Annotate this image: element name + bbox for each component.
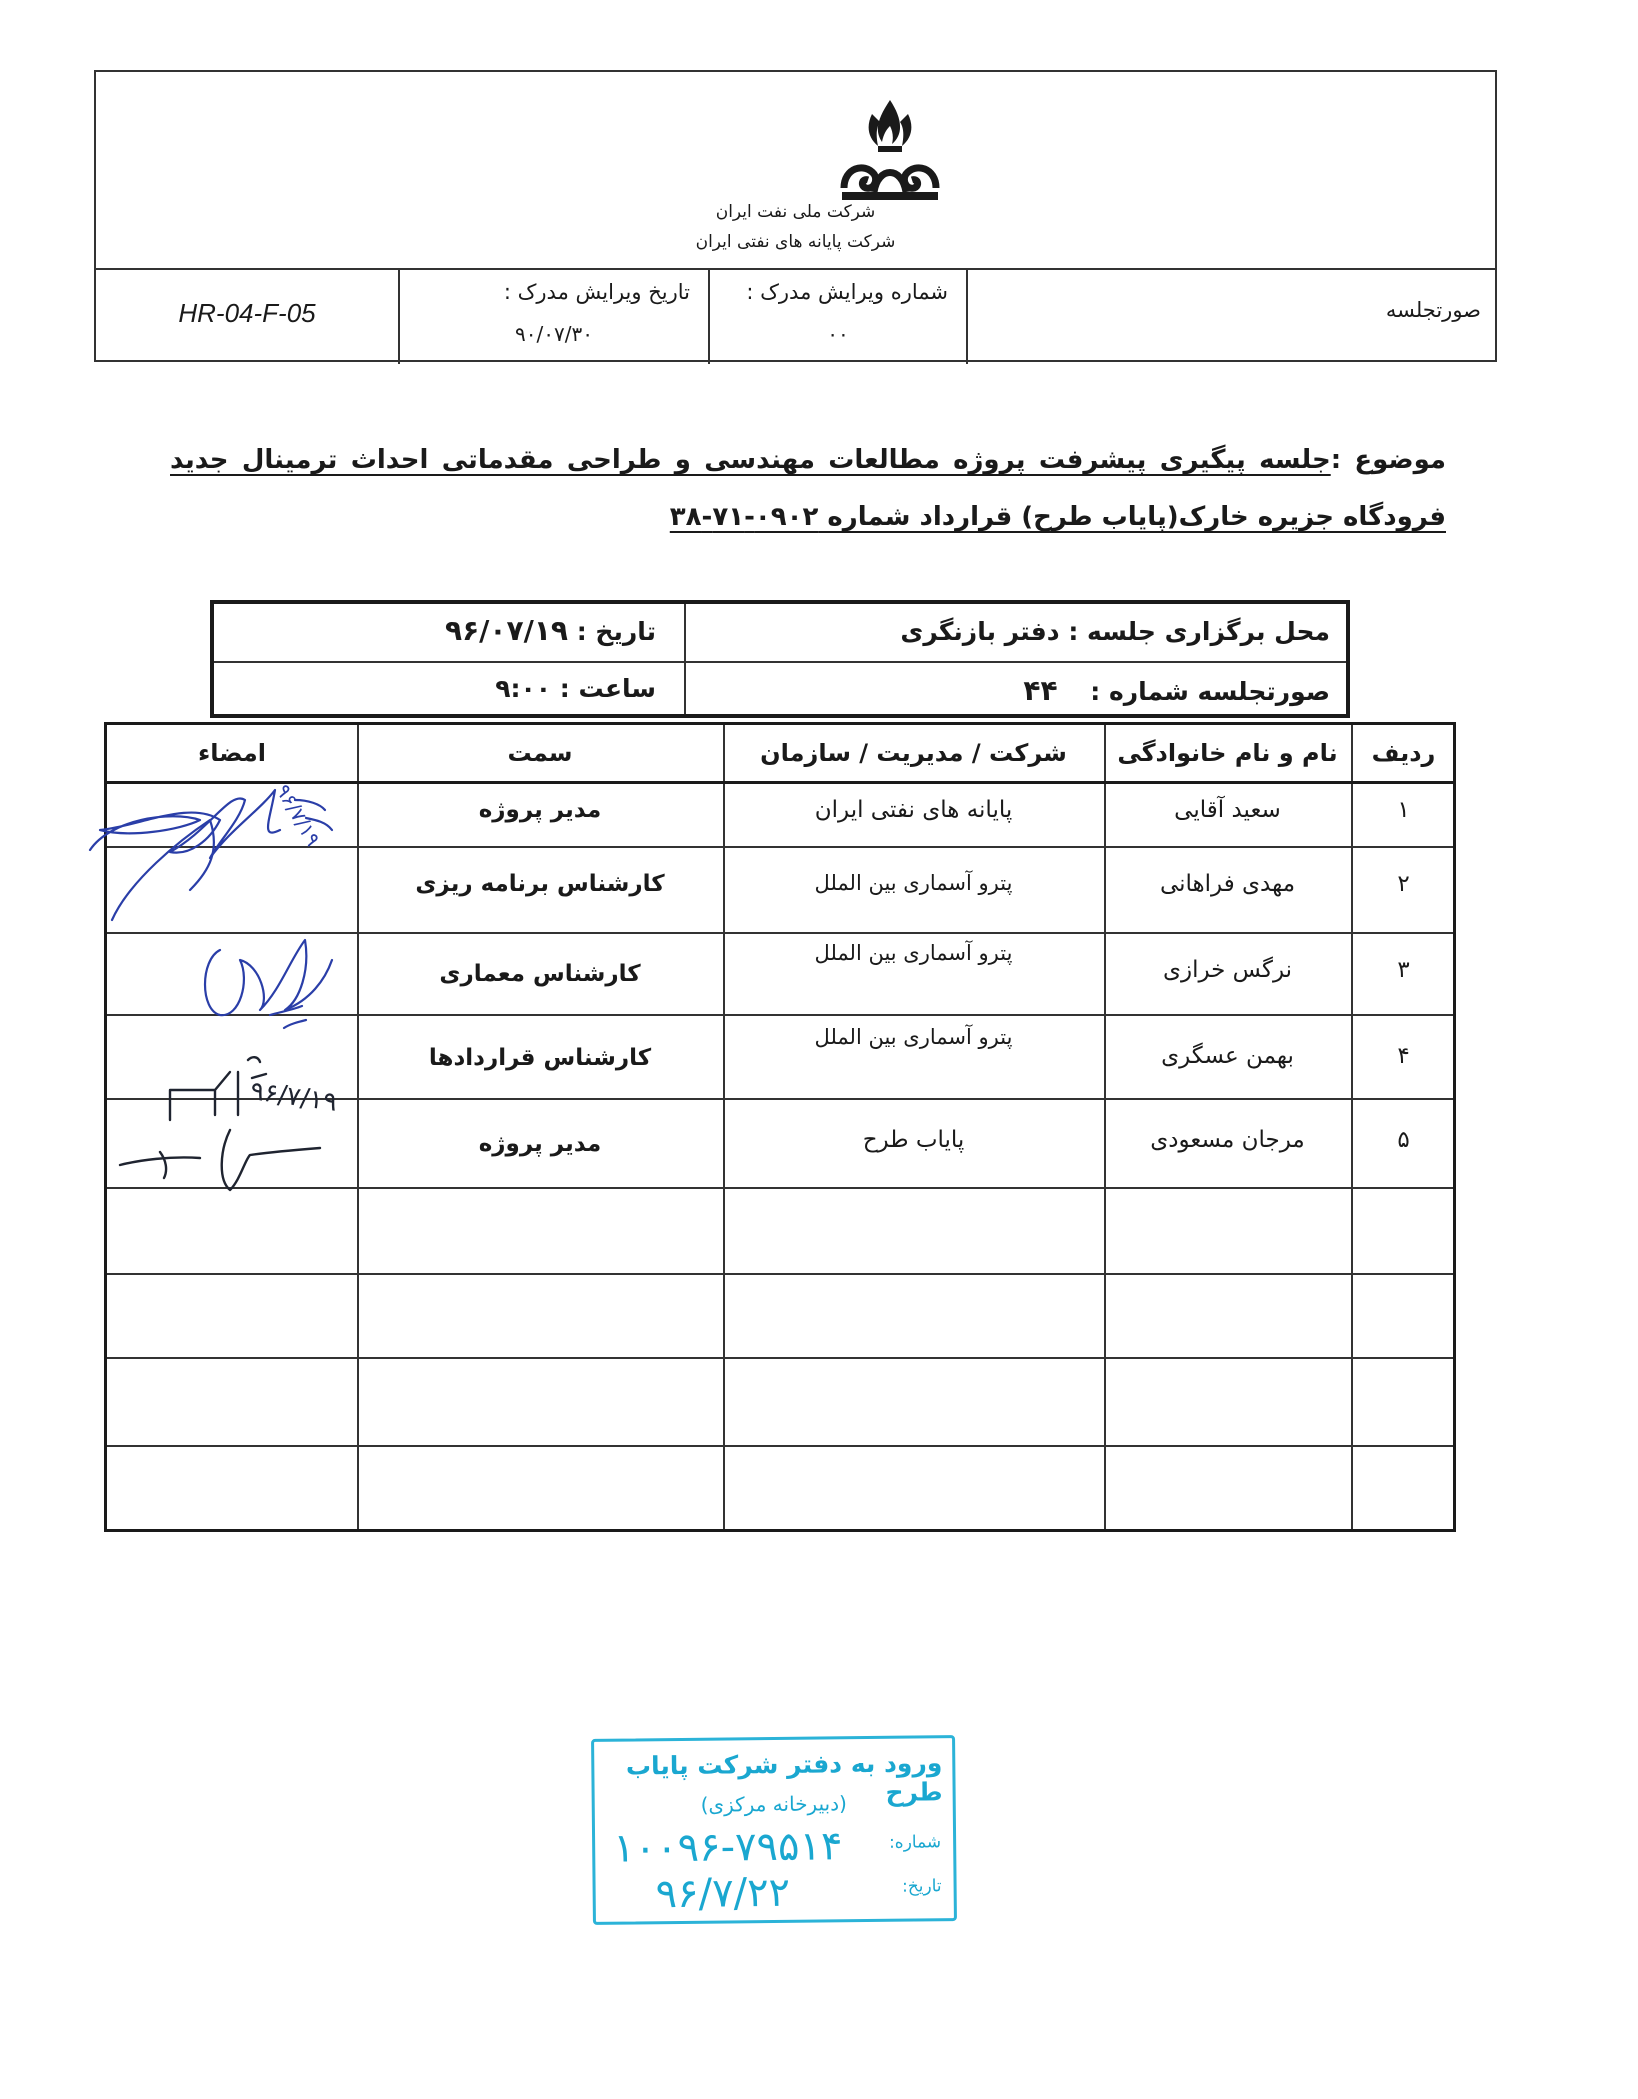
doc-type-title: صورتجلسه	[1385, 298, 1481, 322]
attendee-position: مدیر پروژه	[478, 1131, 602, 1157]
attendee-name: مرجان مسعودی	[1150, 1127, 1305, 1153]
attendee-name: نرگس خرازی	[1162, 957, 1293, 983]
signature-date-2: ۹۶/۷/۱۹	[248, 1076, 340, 1118]
header-full-name: نام و نام خانوادگی	[1117, 739, 1338, 767]
form-code: HR-04-F-05	[178, 298, 316, 328]
minutes-number-field	[1023, 674, 1330, 707]
row-number: ۱	[1397, 797, 1410, 823]
grid-line	[107, 1445, 1453, 1447]
time-field	[495, 674, 656, 703]
attendee-name: مهدی فراهانی	[1159, 871, 1296, 897]
location-field	[900, 617, 1330, 646]
attendee-name: سعید آقایی	[1174, 797, 1281, 823]
date-label: تاریخ :	[576, 617, 656, 646]
row-number: ۴	[1397, 1043, 1410, 1069]
revision-number-value: ۰۰	[827, 322, 849, 346]
nioc-logo-icon	[834, 96, 946, 206]
attendee-organization: پایاب طرح	[862, 1127, 965, 1153]
signature-date-1: ۹۶/۷/۱۹	[271, 780, 326, 851]
attendee-position: کارشناس قراردادها	[428, 1045, 652, 1071]
org-name-iotc: شرکت پایانه های نفتی ایران	[695, 232, 896, 252]
stamp-subtitle: (دبیرخانه مرکزی)	[700, 1791, 847, 1817]
divider	[684, 604, 686, 714]
registry-stamp	[591, 1735, 957, 1925]
stamp-number-value: ۱۰۰۹۶-۷۹۵۱۴	[612, 1823, 843, 1872]
stamp-date-value: ۹۶/۷/۲۲	[655, 1869, 791, 1918]
meeting-info-box	[210, 600, 1350, 718]
location-label: محل برگزاری جلسه :	[1068, 617, 1330, 646]
subject-label: موضوع :	[1330, 445, 1446, 475]
minutes-number-value: ۴۴	[1023, 674, 1058, 707]
row-number: ۳	[1397, 957, 1410, 983]
revision-date-cell	[398, 270, 708, 364]
header-logo-area	[96, 72, 1495, 270]
time-label: ساعت :	[559, 674, 656, 703]
revision-number-cell	[708, 270, 966, 364]
attendee-organization: پایانه های نفتی ایران	[814, 797, 1013, 823]
document-header	[94, 70, 1497, 362]
header-position: سمت	[507, 739, 573, 767]
subject-text: جلسه پیگیری پیشرفت پروژه مطالعات مهندسی و طراحی مقدماتی احداث ترمینال جدید فرودگاه جزیره خارک(پایاب طرح) قرارداد شماره ۰۹۰۲-۷۱-۳۸	[170, 445, 1446, 532]
divider	[214, 661, 1346, 663]
subject-block	[170, 432, 1446, 546]
revision-date-label: تاریخ ویرایش مدرک :	[503, 280, 690, 304]
attendee-organization: پترو آسماری بین الملل	[814, 871, 1013, 895]
form-code-cell	[96, 270, 398, 364]
attendee-organization: پترو آسماری بین الملل	[814, 941, 1013, 965]
attendee-position: مدیر پروژه	[478, 797, 602, 823]
minutes-number-label: صورتجلسه شماره :	[1090, 677, 1330, 706]
header-organization: شرکت / مدیریت / سازمان	[760, 739, 1067, 767]
attendee-position: کارشناس برنامه ریزی	[415, 871, 665, 897]
org-name-nioc: شرکت ملی نفت ایران	[715, 202, 876, 222]
header-signature: امضاء	[197, 739, 266, 767]
attendee-position: کارشناس معماری	[439, 961, 641, 987]
time-value: ۹:۰۰	[495, 674, 552, 703]
header-row-number: ردیف	[1371, 739, 1436, 767]
signature-3-icon	[205, 940, 332, 1028]
row-number: ۵	[1397, 1127, 1410, 1153]
stamp-title: ورود به دفتر شرکت پایاب طرح	[625, 1748, 943, 1807]
date-value: ۹۶/۰۷/۱۹	[445, 614, 568, 647]
grid-line	[107, 1357, 1453, 1359]
grid-line	[107, 1273, 1453, 1275]
doc-type-cell	[966, 270, 1495, 364]
signature-5-icon	[120, 1130, 320, 1190]
stamp-date-label: تاریخ:	[901, 1876, 942, 1897]
revision-number-label: شماره ویرایش مدرک :	[746, 280, 948, 304]
attendee-organization: پترو آسماری بین الملل	[814, 1025, 1013, 1049]
signatures-overlay	[70, 760, 370, 1200]
attendee-name: بهمن عسگری	[1161, 1043, 1294, 1069]
location-value: دفتر بازنگری	[900, 617, 1060, 646]
stamp-number-label: شماره:	[888, 1832, 942, 1853]
revision-date-value: ۹۰/۰۷/۳۰	[515, 322, 593, 346]
row-number: ۲	[1397, 871, 1410, 897]
date-field	[445, 614, 656, 647]
